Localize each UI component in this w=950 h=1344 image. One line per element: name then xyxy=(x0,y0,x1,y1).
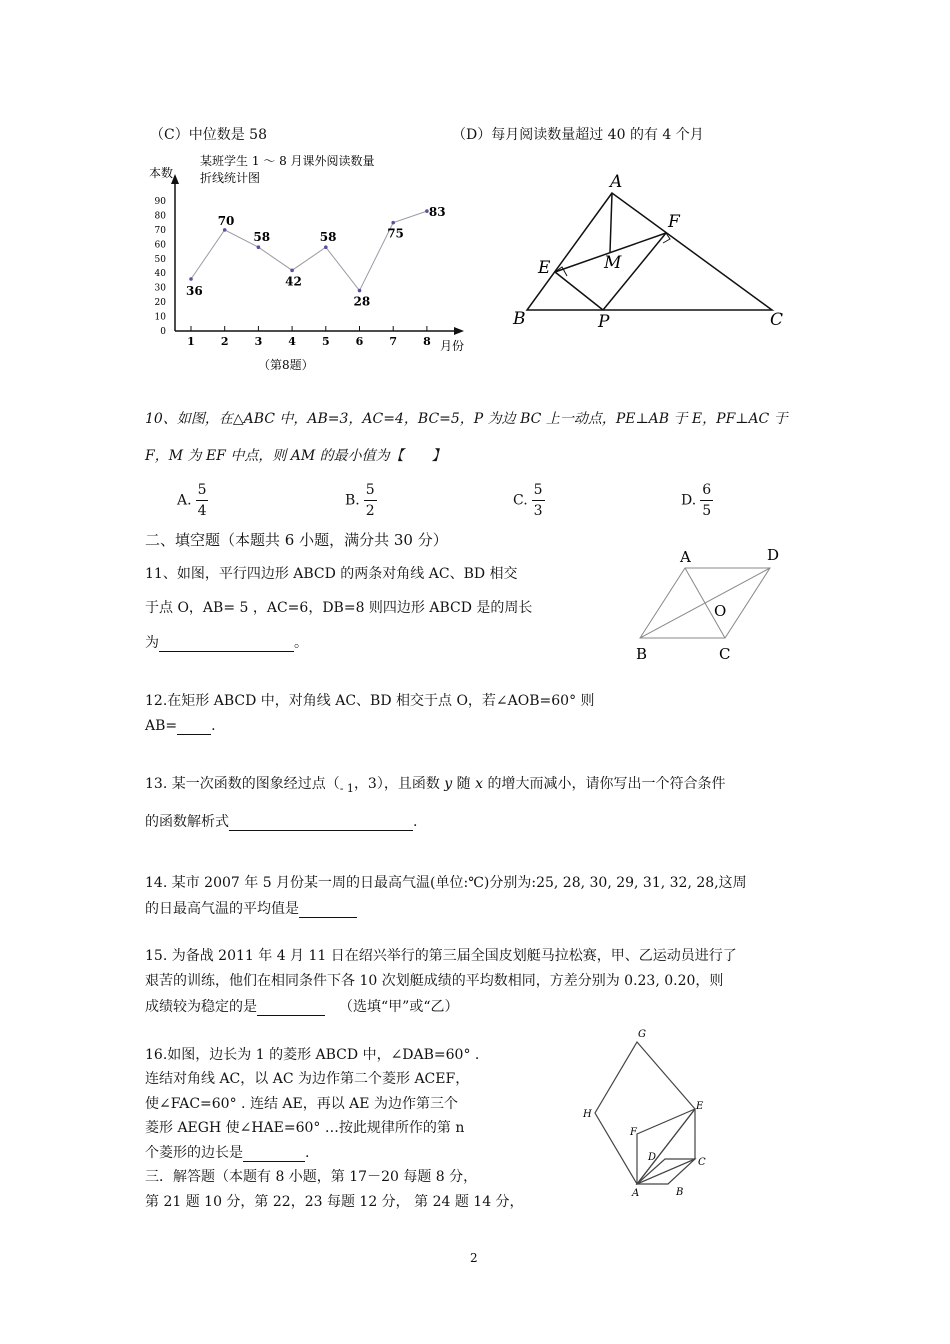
q15-line3-post: （选填“甲”或“乙） xyxy=(339,999,459,1015)
fig10-label-f: F xyxy=(668,212,680,232)
chart-data-label: 83 xyxy=(428,205,446,220)
q10-option-b-label: B. xyxy=(345,492,360,509)
q10-option-a-fraction xyxy=(196,480,209,521)
q11-line2: 于点 O，AB= 5 ，AC=6，DB=8 则四边形 ABCD 是的周长 xyxy=(145,600,533,616)
chart-xlabel: 月份 xyxy=(440,339,465,353)
chart-xtick-label: 6 xyxy=(355,335,364,348)
q10-option-c-num: 5 xyxy=(532,480,545,501)
parallelogram-figure xyxy=(630,543,790,668)
section2-heading: 二、填空题（本题共 6 小题，满分共 30 分） xyxy=(145,531,448,549)
q11-answer-blank[interactable] xyxy=(159,635,294,652)
chart-point xyxy=(391,221,395,225)
fig16-label-b: B xyxy=(676,1187,684,1198)
fig11-label-b: B xyxy=(636,645,648,663)
chart-point xyxy=(223,228,227,232)
chart-ytick-label: 70 xyxy=(154,225,166,236)
chart-x-arrow xyxy=(454,327,464,335)
chart-xtick-label: 1 xyxy=(187,335,195,348)
q16-line2: 连结对角线 AC，以 AC 为边作第二个菱形 ACEF， xyxy=(145,1071,470,1087)
q16-line4: 菱形 AEGH 使∠HAE=60° …按此规律所作的第 n xyxy=(145,1120,465,1136)
q11-line3-pre: 为 xyxy=(145,635,159,651)
chart-data-label: 42 xyxy=(285,274,302,289)
q10-option-c xyxy=(513,480,545,521)
section3-line1: 三．解答题（本题有 8 小题，第 17－20 每题 8 分， xyxy=(145,1169,478,1185)
q13-post: 的增大而减小，请你写出一个符合条件 xyxy=(483,776,726,792)
page-number: 2 xyxy=(470,1251,478,1265)
q10-option-c-den: 3 xyxy=(533,503,543,519)
chart-xtick-label: 2 xyxy=(220,335,229,348)
fig16-label-g: G xyxy=(638,1029,646,1040)
fig16-label-h: H xyxy=(583,1109,592,1120)
q13-neg: - 1 xyxy=(339,782,354,795)
chart-xtick-label: 4 xyxy=(288,335,296,348)
q12-line2 xyxy=(145,718,216,735)
chart-data-label: 70 xyxy=(217,213,235,228)
chart-ytick-label: 0 xyxy=(160,327,166,337)
fig10-label-c: C xyxy=(770,310,784,330)
chart-title-line1: 某班学生 1 ～ 8 月课外阅读数量 xyxy=(200,154,375,168)
q12-line2-pre: AB= xyxy=(145,718,178,734)
fig16-label-a: A xyxy=(632,1188,640,1199)
fig11-label-d: D xyxy=(767,546,780,564)
q16-line5 xyxy=(145,1142,309,1162)
chart-xtick-label: 8 xyxy=(423,335,431,348)
q10-option-b-den: 2 xyxy=(365,503,375,519)
chart-xtick-label: 7 xyxy=(389,335,398,348)
q15-line1: 15. 为备战 2011 年 4 月 11 日在绍兴举行的第三届全国皮划艇马拉松赛，甲、乙运动员进行了 xyxy=(145,948,737,964)
fig16-label-c: C xyxy=(698,1157,706,1168)
fig16-label-f: F xyxy=(630,1127,637,1138)
q9-option-c: （C）中位数是 58 xyxy=(150,127,267,143)
q12-line2-post: . xyxy=(211,718,216,734)
q10-line2: F，M 为 EF 中点，则 AM 的最小值为【 】 xyxy=(145,448,446,464)
q15-line2: 艰苦的训练，他们在相同条件下各 10 次划艇成绩的平均数相同，方差分别为 0.23, 0.20，则 xyxy=(145,973,724,989)
fig10-label-a: A xyxy=(610,172,623,192)
chart-data-label: 36 xyxy=(186,284,203,298)
q10-option-c-label: C. xyxy=(513,492,528,509)
q12-answer-blank[interactable] xyxy=(177,718,211,735)
q10-option-d-num: 6 xyxy=(700,480,713,501)
q11-line3 xyxy=(145,632,308,652)
chart-xtick-label: 5 xyxy=(321,335,330,348)
q13-line2-text: 的函数解析式 xyxy=(145,814,229,830)
q13-mid2: 随 xyxy=(452,776,476,792)
chart-ytick-label: 30 xyxy=(154,283,166,294)
q16-line5-post: . xyxy=(305,1145,310,1161)
chart-data-label: 75 xyxy=(387,226,404,241)
q10-option-a-den: 4 xyxy=(197,503,207,519)
fig11-label-o: O xyxy=(714,602,727,620)
q10-option-a xyxy=(177,480,208,521)
q10-option-d-label: D. xyxy=(681,492,697,509)
rhombus-figure xyxy=(575,1025,725,1205)
chart-point xyxy=(358,289,362,293)
q15-answer-blank[interactable] xyxy=(257,999,325,1016)
chart-ytick-label: 90 xyxy=(154,197,166,207)
q13-pre: 13. 某一次函数的图象经过点（ xyxy=(145,776,340,792)
chart-ytick-label: 60 xyxy=(154,240,166,251)
fig16-label-d: D xyxy=(648,1152,657,1163)
q10-option-a-num: 5 xyxy=(196,480,209,501)
chart-ytick-label: 20 xyxy=(154,298,166,309)
fig10-label-p: P xyxy=(598,312,610,332)
line-chart xyxy=(140,150,480,380)
q13-var-x: x xyxy=(475,776,484,792)
q10-option-d-den: 5 xyxy=(702,503,712,519)
fig16-label-e: E xyxy=(696,1101,704,1112)
fig10-label-e: E xyxy=(538,258,551,278)
chart-point xyxy=(324,245,328,249)
chart-ytick-label: 10 xyxy=(154,312,166,323)
q13-mid: ，3），且函数 xyxy=(353,776,445,792)
q11-line3-post: 。 xyxy=(294,635,308,651)
q13-line2-end: . xyxy=(413,814,418,830)
q12-line1: 12.在矩形 ABCD 中，对角线 AC、BD 相交于点 O，若∠AOB=60° 则 xyxy=(145,693,595,709)
chart-point xyxy=(290,269,294,273)
q11-line1: 11、如图，平行四边形 ABCD 的两条对角线 AC、BD 相交 xyxy=(145,566,518,582)
q16-line1: 16.如图，边长为 1 的菱形 ABCD 中，∠DAB=60° . xyxy=(145,1047,480,1063)
q13-line1 xyxy=(145,773,725,793)
fig10-label-m: M xyxy=(604,253,622,273)
q13-var-y: y xyxy=(444,776,453,792)
q10-option-b-num: 5 xyxy=(364,480,377,501)
chart-ytick-label: 40 xyxy=(154,269,166,280)
chart-ylabel: 本数 xyxy=(149,166,174,180)
chart-caption: （第8题） xyxy=(258,358,314,372)
q10-option-b-fraction xyxy=(364,480,377,521)
chart-data-label: 58 xyxy=(253,230,271,245)
chart-xtick-label: 3 xyxy=(254,335,263,348)
fig10-label-b: B xyxy=(513,309,526,329)
q15-line3 xyxy=(145,996,458,1016)
q9-option-d: （D）每月阅读数量超过 40 的有 4 个月 xyxy=(452,127,704,143)
q10-option-d xyxy=(681,480,713,521)
q16-line3: 使∠FAC=60° . 连结 AE，再以 AE 为边作第三个 xyxy=(145,1096,458,1112)
q16-line5-pre: 个菱形的边长是 xyxy=(145,1145,243,1161)
q10-line1: 10、如图，在△ABC 中，AB=3，AC=4，BC=5，P 为边 BC 上一动点，PE⊥AB 于 E，PF⊥AC 于 xyxy=(145,411,788,427)
q10-option-b xyxy=(345,480,377,521)
q14-line1: 14. 某市 2007 年 5 月份某一周的日最高气温(单位:℃)分别为:25, 28, 30, 29, 31, 32, 28,这周 xyxy=(145,875,747,891)
q14-line2 xyxy=(145,898,357,918)
q10-option-c-fraction xyxy=(532,480,545,521)
section3-line2: 第 21 题 10 分，第 22，23 每题 12 分， 第 24 题 14 分， xyxy=(145,1194,524,1210)
q14-line2-text: 的日最高气温的平均值是 xyxy=(145,901,299,917)
q10-option-d-fraction xyxy=(700,480,713,521)
q13-answer-blank[interactable] xyxy=(229,814,413,831)
q13-line2 xyxy=(145,811,417,831)
fig11-label-c: C xyxy=(719,645,731,663)
triangle-figure xyxy=(505,165,805,340)
chart-ytick-label: 80 xyxy=(154,211,166,222)
chart-point xyxy=(257,245,261,249)
fig11-label-a: A xyxy=(680,548,691,566)
chart-ytick-label: 50 xyxy=(154,254,166,265)
q16-answer-blank[interactable] xyxy=(243,1145,305,1162)
q15-line3-pre: 成绩较为稳定的是 xyxy=(145,999,257,1015)
chart-data-label: 28 xyxy=(353,294,371,309)
chart-data-label: 58 xyxy=(319,230,337,245)
chart-point xyxy=(189,277,193,281)
q14-answer-blank[interactable] xyxy=(299,901,357,918)
q10-option-a-label: A. xyxy=(177,492,192,509)
chart-title-line2: 折线统计图 xyxy=(200,171,261,185)
